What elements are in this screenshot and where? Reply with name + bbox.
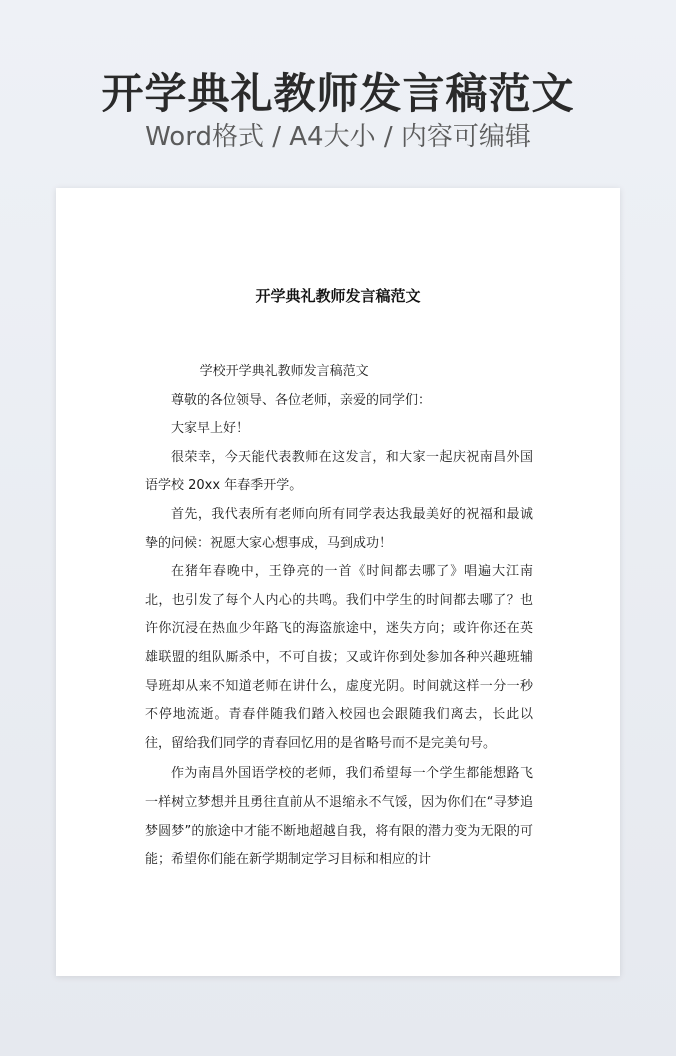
paragraph-intro: 很荣幸，今天能代表教师在这发言，和大家一起庆祝南昌外国语学校 20xx 年春季开学。 (145, 449, 533, 494)
paragraph-greeting: 大家早上好！ (171, 421, 250, 437)
document-subheading: 学校开学典礼教师发言稿范文 (199, 364, 369, 379)
document-title: 开学典礼教师发言稿范文 (255, 287, 421, 305)
paragraph-time: 在猪年春晚中，王铮亮的一首《时间都去哪了》唱遍大江南北，也引发了每个人内心的共鸣。我们中学生的时间都去哪了？也许你沉浸在热血少年路飞的海盗旅途中，迷失方向；或许你还在英雄联盟的组队厮杀中，不可自拔；又或许你到处参加各种兴趣班辅导班却从来不知道老师在讲什么，虚度光阴。时间就这样一分一秒不停地流逝。青春伴随我们踏入校园也会跟随我们离去，长此以往，留给我们同学的青春回忆用的是省略号而不是完美句号。 (145, 564, 533, 751)
banner-subtitle: Word格式 / A4大小 / 内容可编辑 (145, 122, 531, 152)
paragraph-hopes: 作为南昌外国语学校的老师，我们希望每一个学生都能想路飞一样树立梦想并且勇往直前从不退缩永不气馁，因为你们在“寻梦追梦圆梦”的旅途中才能不断地超越自我，将有限的潜力变为无限的可能；希望你们能在新学期制定学习目标和相应的计 (145, 766, 533, 868)
paragraph-wishes: 首先，我代表所有老师向所有同学表达我最美好的祝福和最诚挚的问候：祝愿大家心想事成，马到成功！ (145, 506, 533, 551)
paragraph-salutation: 尊敬的各位领导、各位老师，亲爱的同学们： (171, 392, 432, 408)
document-body (145, 358, 533, 875)
banner-title: 开学典礼教师发言稿范文 (101, 69, 575, 118)
document-page (56, 188, 620, 976)
